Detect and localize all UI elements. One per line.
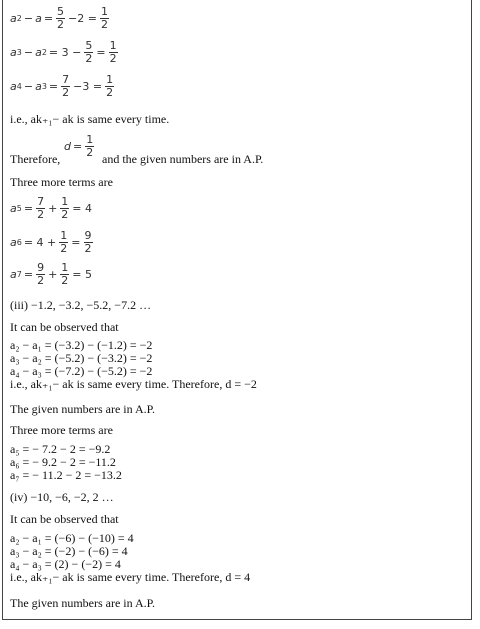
term-a6 [10,230,94,255]
subscript: 2 [16,14,22,23]
operator: = [96,46,106,59]
therefore-post: and the given numbers are in A.P. [102,152,264,166]
term-a7 [10,262,94,287]
fraction [85,134,94,159]
fraction [36,262,45,287]
var: a [10,268,17,281]
numerator: 5 [85,39,93,52]
denominator: 2 [60,242,68,255]
subscript: 7 [16,270,22,279]
numerator: 1 [61,195,69,208]
ie-line-iv: i.e., ak₊₁− ak is same every time. Therefore, d = 4 [10,570,251,584]
diff-line: a₃ − a₂ = (−2) − (−6) = 4 [10,544,128,558]
fraction [84,230,93,255]
denominator: 2 [57,18,65,31]
fraction [105,74,114,99]
d-equals-half [64,134,95,159]
numerator: 7 [37,195,45,208]
subscript: 2 [41,48,47,57]
fraction [100,6,109,31]
ie-line-1: i.e., ak₊₁− ak is same every time. [10,112,170,126]
operator: = [23,202,34,215]
var: a [10,12,17,25]
var: a [35,46,42,59]
subscript: 5 [16,204,22,213]
denominator: 2 [86,146,94,159]
next-term-line: a₆ = − 9.2 − 2 = −11.2 [10,455,116,469]
operator: −3 = [73,80,103,93]
numerator: 7 [62,73,70,86]
fraction [60,262,69,287]
next-term-line: a₇ = − 11.2 − 2 = −13.2 [10,468,122,482]
operator: = [43,12,54,25]
numerator: 1 [100,5,108,18]
diff-line: a₃ − a₂ = (−5.2) − (−3.2) = −2 [10,351,153,365]
denominator: 2 [61,208,69,221]
operator: = 3 − [48,46,82,59]
numerator: 1 [60,229,68,242]
three-more-1: Three more terms are [10,175,113,189]
diff-line: a₄ − a₃ = (−7.2) − (−5.2) = −2 [10,364,153,378]
numerator: 1 [86,133,94,146]
denominator: 2 [37,208,45,221]
fraction [56,6,65,31]
observed-iv: It can be observed that [10,512,119,526]
fraction [36,196,45,221]
ap-statement-iii: The given numbers are in A.P. [10,402,155,416]
observed-iii: It can be observed that [10,320,119,334]
ie-line-iii: i.e., ak₊₁− ak is same every time. Therefore, d = −2 [10,377,257,391]
eq-a4-minus-a3 [10,74,115,99]
denominator: 2 [106,86,114,99]
eq-a3-minus-a2 [10,40,119,65]
denominator: 2 [85,52,93,65]
next-term-line: a₅ = − 7.2 − 2 = −9.2 [10,442,111,456]
diff-line: a₂ − a₁ = (−3.2) − (−1.2) = −2 [10,338,153,352]
denominator: 2 [37,274,45,287]
diff-line: a₄ − a₃ = (2) − (−2) = 4 [10,557,121,571]
fraction [109,40,118,65]
operator: = 4 + [23,236,57,249]
operator: = [71,236,81,249]
denominator: 2 [61,274,69,287]
var: a [10,46,17,59]
operator: − [23,80,34,93]
operator: −2 = [68,12,97,25]
operator: − [23,12,34,25]
var: a [35,80,42,93]
denominator: 2 [100,18,108,31]
subscript: 3 [41,82,47,91]
numerator: 1 [61,261,69,274]
operator: + [48,202,58,215]
operator: = [72,140,83,153]
operator: = [23,268,34,281]
operator: = 4 [72,202,92,215]
fraction [60,196,69,221]
denominator: 2 [62,86,70,99]
denominator: 2 [109,52,117,65]
part-iii-heading: (iii) −1.2, −3.2, −5.2, −7.2 … [10,298,152,312]
subscript: 6 [16,238,22,247]
eq-a2-minus-a [10,6,110,31]
denominator: 2 [84,242,92,255]
subscript: 4 [16,82,22,91]
var: a [10,202,17,215]
therefore-pre: Therefore, [10,152,61,166]
operator: = 5 [72,268,92,281]
part-iv-heading: (iv) −10, −6, −2, 2 … [10,490,114,504]
operator: + [48,268,58,281]
numerator: 9 [37,261,45,274]
ap-statement-iv: The given numbers are in A.P. [10,596,155,610]
fraction [59,230,68,255]
subscript: 3 [16,48,22,57]
var: a [10,236,17,249]
fraction [61,74,70,99]
var: a [10,80,17,93]
diff-line: a₂ − a₁ = (−6) − (−10) = 4 [10,531,134,545]
operator: − [23,46,34,59]
numerator: 1 [106,73,114,86]
numerator: 5 [57,5,65,18]
numerator: 9 [84,229,92,242]
term-a5 [10,196,94,221]
operator: = [48,80,59,93]
var: a [35,12,42,25]
numerator: 1 [109,39,117,52]
var: d [64,140,71,153]
fraction [84,40,93,65]
three-more-iii: Three more terms are [10,423,113,437]
